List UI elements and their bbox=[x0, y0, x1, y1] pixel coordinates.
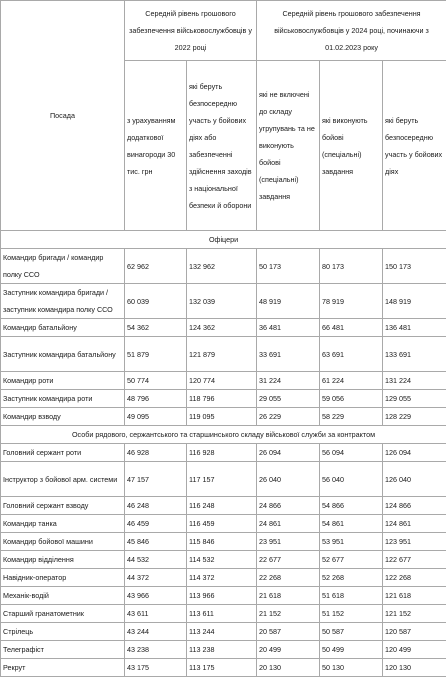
value-cell: 44 532 bbox=[125, 551, 187, 569]
value-cell: 113 611 bbox=[187, 605, 257, 623]
position-name-cell: Стрілець bbox=[1, 623, 125, 641]
position-name-cell: Навідник-оператор bbox=[1, 569, 125, 587]
value-cell: 36 481 bbox=[257, 319, 320, 337]
table-row bbox=[1, 569, 446, 587]
value-cell: 49 095 bbox=[125, 408, 187, 426]
value-cell: 116 248 bbox=[187, 497, 257, 515]
value-cell: 133 691 bbox=[383, 337, 446, 372]
header-group-2022: Середній рівень грошового забезпечення військовослужбовців у 2022 році bbox=[125, 1, 257, 61]
value-cell: 119 095 bbox=[187, 408, 257, 426]
header-2024-combat: які беруть безпосередню участь у бойових діях bbox=[383, 61, 446, 231]
table-row bbox=[1, 533, 446, 551]
value-cell: 54 861 bbox=[320, 515, 383, 533]
value-cell: 129 055 bbox=[383, 390, 446, 408]
value-cell: 132 962 bbox=[187, 249, 257, 284]
position-name-cell: Телеграфіст bbox=[1, 641, 125, 659]
table-row bbox=[1, 408, 446, 426]
table-row bbox=[1, 319, 446, 337]
table-body bbox=[1, 231, 446, 677]
value-cell: 118 796 bbox=[187, 390, 257, 408]
value-cell: 29 055 bbox=[257, 390, 320, 408]
value-cell: 46 459 bbox=[125, 515, 187, 533]
value-cell: 126 094 bbox=[383, 444, 446, 462]
table-row bbox=[1, 497, 446, 515]
value-cell: 26 229 bbox=[257, 408, 320, 426]
value-cell: 124 866 bbox=[383, 497, 446, 515]
value-cell: 23 951 bbox=[257, 533, 320, 551]
position-name-cell: Командир бригади / командир полку ССО bbox=[1, 249, 125, 284]
value-cell: 52 677 bbox=[320, 551, 383, 569]
value-cell: 120 130 bbox=[383, 659, 446, 677]
table-row bbox=[1, 390, 446, 408]
value-cell: 120 587 bbox=[383, 623, 446, 641]
value-cell: 62 962 bbox=[125, 249, 187, 284]
value-cell: 131 224 bbox=[383, 372, 446, 390]
position-name-cell: Рекрут bbox=[1, 659, 125, 677]
section-title: Офіцери bbox=[1, 231, 446, 249]
value-cell: 43 238 bbox=[125, 641, 187, 659]
position-name-cell: Заступник командира бригади / заступник командира полку ССО bbox=[1, 284, 125, 319]
value-cell: 24 861 bbox=[257, 515, 320, 533]
value-cell: 123 951 bbox=[383, 533, 446, 551]
value-cell: 66 481 bbox=[320, 319, 383, 337]
value-cell: 50 587 bbox=[320, 623, 383, 641]
value-cell: 54 866 bbox=[320, 497, 383, 515]
section-title: Особи рядового, сержантського та старшинського складу військової служби за контрактом bbox=[1, 426, 446, 444]
value-cell: 122 677 bbox=[383, 551, 446, 569]
value-cell: 20 587 bbox=[257, 623, 320, 641]
value-cell: 22 268 bbox=[257, 569, 320, 587]
value-cell: 52 268 bbox=[320, 569, 383, 587]
value-cell: 31 224 bbox=[257, 372, 320, 390]
value-cell: 136 481 bbox=[383, 319, 446, 337]
value-cell: 128 229 bbox=[383, 408, 446, 426]
value-cell: 117 157 bbox=[187, 462, 257, 497]
value-cell: 61 224 bbox=[320, 372, 383, 390]
value-cell: 50 173 bbox=[257, 249, 320, 284]
table-row bbox=[1, 587, 446, 605]
value-cell: 150 173 bbox=[383, 249, 446, 284]
value-cell: 43 611 bbox=[125, 605, 187, 623]
position-name-cell: Командир танка bbox=[1, 515, 125, 533]
header-group-2024: Середній рівень грошового забезпечення військовослужбовців у 2024 році, починаючи з 01.02.2023 року bbox=[257, 1, 446, 61]
value-cell: 43 244 bbox=[125, 623, 187, 641]
position-name-cell: Механік-водій bbox=[1, 587, 125, 605]
value-cell: 56 040 bbox=[320, 462, 383, 497]
value-cell: 120 774 bbox=[187, 372, 257, 390]
value-cell: 56 094 bbox=[320, 444, 383, 462]
value-cell: 26 094 bbox=[257, 444, 320, 462]
table-row bbox=[1, 623, 446, 641]
value-cell: 51 152 bbox=[320, 605, 383, 623]
header-2024-not-included: які не включені до складу угрупувань та не виконують бойові (спеціальні) завдання bbox=[257, 61, 320, 231]
value-cell: 46 928 bbox=[125, 444, 187, 462]
value-cell: 50 774 bbox=[125, 372, 187, 390]
value-cell: 114 372 bbox=[187, 569, 257, 587]
position-name-cell: Головний сержант взводу bbox=[1, 497, 125, 515]
table-row bbox=[1, 337, 446, 372]
header-2022-direct-participation: які беруть безпосередню участь у бойових діях або забезпеченні здійснення заходів з національної безпеки й оборони bbox=[187, 61, 257, 231]
table-row bbox=[1, 551, 446, 569]
value-cell: 20 499 bbox=[257, 641, 320, 659]
header-2024-performing-tasks: які виконують бойові (спеціальні) завдання bbox=[320, 61, 383, 231]
value-cell: 113 966 bbox=[187, 587, 257, 605]
value-cell: 80 173 bbox=[320, 249, 383, 284]
table-row bbox=[1, 284, 446, 319]
value-cell: 50 499 bbox=[320, 641, 383, 659]
value-cell: 48 796 bbox=[125, 390, 187, 408]
value-cell: 113 175 bbox=[187, 659, 257, 677]
value-cell: 24 866 bbox=[257, 497, 320, 515]
value-cell: 47 157 bbox=[125, 462, 187, 497]
value-cell: 115 846 bbox=[187, 533, 257, 551]
value-cell: 121 152 bbox=[383, 605, 446, 623]
table-row bbox=[1, 444, 446, 462]
value-cell: 148 919 bbox=[383, 284, 446, 319]
value-cell: 58 229 bbox=[320, 408, 383, 426]
value-cell: 33 691 bbox=[257, 337, 320, 372]
value-cell: 54 362 bbox=[125, 319, 187, 337]
position-name-cell: Заступник командира роти bbox=[1, 390, 125, 408]
table-row bbox=[1, 659, 446, 677]
value-cell: 60 039 bbox=[125, 284, 187, 319]
table-row bbox=[1, 249, 446, 284]
value-cell: 114 532 bbox=[187, 551, 257, 569]
header-2022-with-reward: з урахуванням додаткової винагороди 30 тис. грн bbox=[125, 61, 187, 231]
value-cell: 113 238 bbox=[187, 641, 257, 659]
value-cell: 116 928 bbox=[187, 444, 257, 462]
value-cell: 48 919 bbox=[257, 284, 320, 319]
value-cell: 26 040 bbox=[257, 462, 320, 497]
position-name-cell: Командир взводу bbox=[1, 408, 125, 426]
value-cell: 50 130 bbox=[320, 659, 383, 677]
value-cell: 45 846 bbox=[125, 533, 187, 551]
position-name-cell: Інструктор з бойової арм. системи bbox=[1, 462, 125, 497]
position-name-cell: Командир роти bbox=[1, 372, 125, 390]
position-name-cell: Командир бойової машини bbox=[1, 533, 125, 551]
value-cell: 63 691 bbox=[320, 337, 383, 372]
value-cell: 59 056 bbox=[320, 390, 383, 408]
value-cell: 132 039 bbox=[187, 284, 257, 319]
value-cell: 20 130 bbox=[257, 659, 320, 677]
value-cell: 53 951 bbox=[320, 533, 383, 551]
value-cell: 124 362 bbox=[187, 319, 257, 337]
value-cell: 122 268 bbox=[383, 569, 446, 587]
value-cell: 113 244 bbox=[187, 623, 257, 641]
value-cell: 43 175 bbox=[125, 659, 187, 677]
value-cell: 21 152 bbox=[257, 605, 320, 623]
position-name-cell: Заступник командира батальйону bbox=[1, 337, 125, 372]
value-cell: 51 879 bbox=[125, 337, 187, 372]
table-row bbox=[1, 641, 446, 659]
position-name-cell: Головний сержант роти bbox=[1, 444, 125, 462]
table-row bbox=[1, 515, 446, 533]
value-cell: 22 677 bbox=[257, 551, 320, 569]
value-cell: 44 372 bbox=[125, 569, 187, 587]
value-cell: 43 966 bbox=[125, 587, 187, 605]
table-row bbox=[1, 462, 446, 497]
value-cell: 124 861 bbox=[383, 515, 446, 533]
value-cell: 51 618 bbox=[320, 587, 383, 605]
value-cell: 78 919 bbox=[320, 284, 383, 319]
table-row bbox=[1, 605, 446, 623]
table-row bbox=[1, 372, 446, 390]
value-cell: 116 459 bbox=[187, 515, 257, 533]
value-cell: 121 879 bbox=[187, 337, 257, 372]
header-position: Посада bbox=[1, 1, 125, 231]
value-cell: 121 618 bbox=[383, 587, 446, 605]
position-name-cell: Командир батальйону bbox=[1, 319, 125, 337]
position-name-cell: Старший гранатометник bbox=[1, 605, 125, 623]
value-cell: 126 040 bbox=[383, 462, 446, 497]
value-cell: 120 499 bbox=[383, 641, 446, 659]
value-cell: 21 618 bbox=[257, 587, 320, 605]
position-name-cell: Командир відділення bbox=[1, 551, 125, 569]
value-cell: 46 248 bbox=[125, 497, 187, 515]
